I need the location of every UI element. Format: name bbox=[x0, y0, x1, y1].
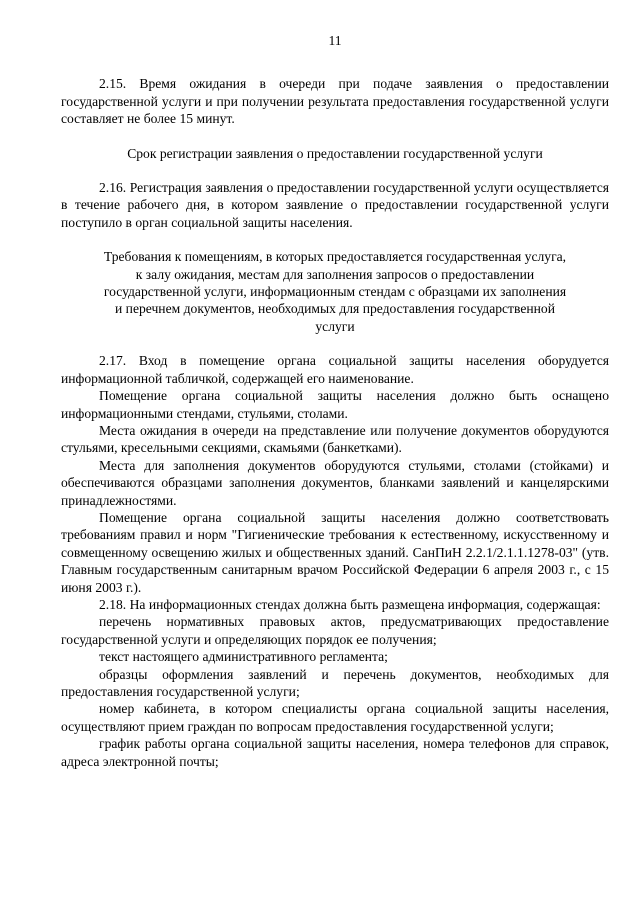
spacer bbox=[61, 128, 609, 145]
spacer bbox=[61, 231, 609, 248]
paragraph-2-17-entrance: 2.17. Вход в помещение органа социальной защиты населения оборудуется информационной табличкой, содержащей его наименование. bbox=[61, 353, 609, 386]
paragraph-2-17-waiting: Места ожидания в очереди на представление или получение документов оборудуются стульями, кресельными секциями, скамьями (банкетками). bbox=[61, 422, 609, 456]
spacer bbox=[61, 162, 609, 179]
paragraph-2-15: 2.15. Время ожидания в очереди при подаче заявления о предоставлении государственной услуги и при получении результата предоставления государственной услуги составляет не более 15 минут. bbox=[61, 76, 609, 127]
heading-registration-term: Срок регистрации заявления о предоставлении государственной услуги bbox=[127, 145, 543, 161]
paragraph-2-18: 2.18. На информационных стендах должна быть размещена информация, содержащая: bbox=[99, 596, 601, 612]
paragraph-2-16: 2.16. Регистрация заявления о предоставлении государственной услуги осуществляется в течение рабочего дня, в котором заявление о предоставлении государственной услуги поступило в орган социальной защиты населения. bbox=[61, 180, 609, 230]
page-number: 11 bbox=[328, 33, 342, 48]
paragraph-2-17-sanpin: Помещение органа социальной защиты населения должно соответствовать требованиям правил и норм "Гигиенические требования к естественному, искусственному и совмещенному освещению жилых и общественных зданий. СанПиН 2.2.1/2.1.1.1278-03" (утв. Главным государственным санитарным врачом Российской Федерации 6 апреля 2003 г., с 15 июня 2003 г.). bbox=[61, 509, 609, 595]
paragraph-2-17-filling: Места для заполнения документов оборудуются стульями, столами (стойками) и обеспечиваются образцами заполнения документов, бланками заявлений и канцелярскими принадлежностями. bbox=[61, 457, 609, 508]
spacer bbox=[61, 335, 609, 352]
paragraph-2-17-equipment: Помещение органа социальной защиты населения должно быть оснащено информационными стендами, стульями, столами. bbox=[61, 388, 609, 421]
list-item: график работы органа социальной защиты населения, номера телефонов для справок, адреса электронной почты; bbox=[61, 736, 609, 769]
list-item: перечень нормативных правовых актов, предусматривающих предоставление государственной услуги и определяющих порядок ее получения; bbox=[61, 614, 609, 647]
list-item: образцы оформления заявлений и перечень документов, необходимых для предоставления государственной услуги; bbox=[61, 666, 609, 699]
list-item: номер кабинета, в котором специалисты органа социальной защиты населения, осуществляют прием граждан по вопросам предоставления государственной услуги; bbox=[61, 701, 609, 734]
list-item: текст настоящего административного регламента; bbox=[99, 649, 388, 665]
heading-premises-requirements: Требования к помещениям, в которых предоставляется государственная услуга, к залу ожидания, местам для заполнения запросов о предоставлении государственной услуги, информационным стендам с образцами их заполнения и перечнем документов, необходимых для предоставления государственной услуги bbox=[103, 249, 567, 334]
document-page bbox=[61, 32, 609, 770]
